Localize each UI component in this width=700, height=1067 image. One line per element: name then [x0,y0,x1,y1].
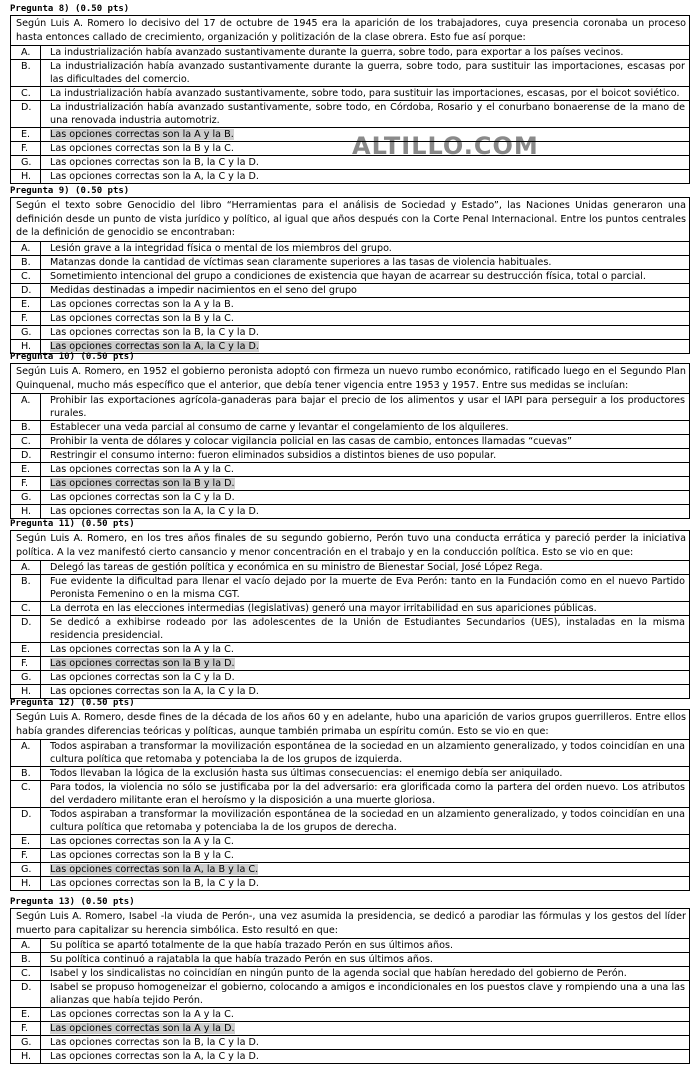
option-row[interactable] [11,616,689,643]
option-letter: F. [11,312,41,325]
option-text: Las opciones correctas son la A, la C y la D. [50,686,259,697]
option-text: Delegó las tareas de gestión política y económica en su ministro de Bienestar Social, José López Rega. [50,562,543,573]
option-row[interactable] [11,643,689,657]
option-row[interactable] [11,421,689,435]
option-letter: H. [11,685,41,698]
question-box [10,709,690,891]
option-row[interactable] [11,156,689,170]
question-title: Pregunta 11) (0.50 pts) [10,519,135,529]
option-letter: B. [11,767,41,780]
question-stem: Según Luis A. Romero, en los tres años finales de su segundo gobierno, Perón tuvo una conducta errática y pareció perder la iniciativa política. A la vez manifestó cierto cansancio y menor concentración en el trabajo y en la conducción política. Esto se vio en que: [11,531,689,561]
option-text: Isabel y los sindicalistas no coincidían en ningún punto de la agenda social que habían heredado del gobierno de Perón. [50,968,627,979]
option-text: Establecer una veda parcial al consumo de carne y levantar el congelamiento de los alquileres. [50,422,509,433]
option-letter: F. [11,849,41,862]
option-text: Las opciones correctas son la B y la C. [50,143,234,154]
option-letter: H. [11,170,41,183]
option-text: La derrota en las elecciones intermedias (legislativas) generó una mayor irritabilidad en sus apariciones públicas. [50,603,597,614]
option-letter: G. [11,1036,41,1049]
option-letter: D. [11,981,41,1007]
option-row[interactable] [11,685,689,698]
option-letter: G. [11,491,41,504]
option-letter: C. [11,602,41,615]
option-text: Su política continuó a rajatabla la que había trazado Perón en sus últimos años. [50,954,433,965]
option-letter: C. [11,781,41,807]
option-row[interactable] [11,312,689,326]
option-letter: E. [11,1008,41,1021]
option-letter: F. [11,142,41,155]
option-text: La industrialización había avanzado sustantivamente, sobre todo, para sustituir las importaciones, escasas, por el boicot soviético. [50,88,680,99]
option-letter: G. [11,326,41,339]
option-letter: D. [11,616,41,642]
question-box [10,530,690,699]
question-box [10,197,690,354]
option-text: Las opciones correctas son la B, la C y la D. [50,1037,259,1048]
option-row[interactable] [11,767,689,781]
option-row-selected[interactable] [11,128,689,142]
option-text: La industrialización había avanzado sustantivamente, sobre todo, en Córdoba, Rosario y el conurbano bonaerense de la mano de una renovada industria automotriz. [50,102,685,126]
option-row[interactable] [11,575,689,602]
option-row-selected[interactable] [11,477,689,491]
option-row[interactable] [11,142,689,156]
option-letter: B. [11,256,41,269]
option-letter: F. [11,477,41,490]
option-text: Las opciones correctas son la A, la C y la D. [50,1051,259,1062]
option-row-selected[interactable] [11,1022,689,1036]
option-row[interactable] [11,256,689,270]
option-text: Las opciones correctas son la B y la C. [50,312,234,324]
option-text: Las opciones correctas son la A y la D. [50,1023,235,1034]
option-text: Las opciones correctas son la C y la D. [50,492,235,503]
option-text: Matanzas donde la cantidad de víctimas sean claramente superiores a las tasas de violencia habituales. [50,256,552,268]
option-letter: B. [11,575,41,601]
option-row[interactable] [11,491,689,505]
option-letter: H. [11,340,41,353]
option-letter: E. [11,128,41,141]
option-text: Fue evidente la dificultad para llenar el vacío dejado por la muerte de Eva Perón: tanto en la Fundación como en el nuevo Partido Peronista Femenino o en la misma CGT. [50,576,685,600]
option-row[interactable] [11,284,689,298]
option-text: Las opciones correctas son la A, la C y la D. [50,171,259,182]
option-letter: H. [11,877,41,890]
option-letter: A. [11,561,41,574]
option-text: Las opciones correctas son la B y la D. [50,478,235,489]
option-row[interactable] [11,60,689,87]
option-row[interactable] [11,87,689,101]
option-row[interactable] [11,394,689,421]
option-letter: E. [11,835,41,848]
question-box [10,363,690,519]
option-row[interactable] [11,849,689,863]
option-row[interactable] [11,953,689,967]
option-letter: G. [11,671,41,684]
option-text: Las opciones correctas son la A, la B y la C. [50,864,259,875]
option-text: Las opciones correctas son la A, la C y la D. [50,340,259,352]
option-text: Isabel se propuso homogeneizar el gobierno, colocando a amigos e incondicionales en los puestos clave y rompiendo una a una las alianzas que había tejido Perón. [50,982,685,1006]
option-row[interactable] [11,1036,689,1050]
option-letter: B. [11,953,41,966]
option-row[interactable] [11,981,689,1008]
option-letter: A. [11,394,41,420]
option-letter: C. [11,435,41,448]
option-row[interactable] [11,602,689,616]
question-stem: Según Luis A. Romero, desde fines de la década de los años 60 y en adelante, hubo una aparición de varios grupos guerrilleros. Entre ellos había grandes diferencias teóricas y políticas, aunque también primaba un espíritu común. Esto se vio en que: [11,710,689,740]
option-letter: E. [11,643,41,656]
option-row[interactable] [11,505,689,518]
option-letter: H. [11,1050,41,1063]
option-row[interactable] [11,671,689,685]
question-box [10,908,690,1064]
option-row[interactable] [11,1008,689,1022]
option-row[interactable] [11,326,689,340]
option-row[interactable] [11,561,689,575]
question-stem: Según Luis A. Romero, Isabel -la viuda de Perón-, una vez asumida la presidencia, se dedicó a parodiar las fórmulas y los gestos del líder muerto para capitalizar su herencia simbólica. Esto resultó en que: [11,909,689,939]
option-text: Las opciones correctas son la B, la C y la D. [50,326,259,338]
option-letter: A. [11,46,41,59]
question-stem: Según el texto sobre Genocidio del libro “Herramientas para el análisis de Sociedad y Estado”, las Naciones Unidas generaron una definición desde un punto de vista jurídico y político, al igual que años después con la Corte Penal Internacional. Entre los puntos centrales de la definición de genocidio se encontraban: [11,198,689,242]
option-text: Las opciones correctas son la A y la C. [50,1009,234,1020]
option-letter: A. [11,939,41,952]
option-letter: E. [11,463,41,476]
option-row[interactable] [11,298,689,312]
option-row[interactable] [11,740,689,767]
option-letter: D. [11,284,41,297]
option-row[interactable] [11,270,689,284]
option-letter: H. [11,505,41,518]
option-text: Sometimiento intencional del grupo a condiciones de existencia que hayan de acarrear su destrucción física, total o parcial. [50,270,646,282]
option-text: Lesión grave a la integridad física o mental de los miembros del grupo. [50,242,392,254]
question-title: Pregunta 13) (0.50 pts) [10,897,135,907]
option-row-selected[interactable] [11,657,689,671]
option-text: Todos aspiraban a transformar la movilización espontánea de la sociedad en un alzamiento generalizado, y todos coincidían en una cultura política que retomaba y potenciaba la de los grupos de derecha. [50,809,685,833]
option-row[interactable] [11,835,689,849]
option-text: Las opciones correctas son la A y la C. [50,836,234,847]
option-letter: F. [11,1022,41,1035]
question-title: Pregunta 9) (0.50 pts) [10,186,130,196]
option-text: Las opciones correctas son la A y la B. [50,298,234,310]
option-text: Las opciones correctas son la A y la B. [50,129,234,140]
option-text: Todos aspiraban a transformar la movilización espontánea de la sociedad en un alzamiento generalizado, y todos coincidían en una cultura política que retomaba y potenciaba la de los grupos de izquierda. [50,741,685,765]
option-text: La industrialización había avanzado sustantivamente durante la guerra, sobre todo, para exportar a los países vecinos. [50,47,624,58]
option-row-selected[interactable] [11,863,689,877]
option-letter: B. [11,60,41,86]
option-row[interactable] [11,463,689,477]
option-row[interactable] [11,435,689,449]
option-row[interactable] [11,877,689,890]
question-title: Pregunta 12) (0.50 pts) [10,698,135,708]
question-stem: Según Luis A. Romero lo decisivo del 17 de octubre de 1945 era la aparición de los trabajadores, cuya presencia coronaba un proceso hasta entonces callado de crecimiento, organización y politización de la clase obrera. Esto fue así porque: [11,16,689,46]
option-text: Su política se apartó totalmente de la que había trazado Perón en sus últimos años. [50,940,454,951]
option-row[interactable] [11,1050,689,1063]
option-text: Las opciones correctas son la B y la D. [50,658,235,669]
question-title: Pregunta 10) (0.50 pts) [10,352,135,362]
option-text: Las opciones correctas son la B, la C y la D. [50,157,259,168]
option-letter: C. [11,87,41,100]
option-letter: B. [11,421,41,434]
option-text: Las opciones correctas son la B, la C y la D. [50,878,259,889]
question-stem: Según Luis A. Romero, en 1952 el gobierno peronista adoptó con firmeza un nuevo rumbo económico, ratificado luego en el Segundo Plan Quinquenal, mucho más específico que el anterior, que debía tener vigencia entre 1953 y 1957. Entre sus medidas se incluían: [11,364,689,394]
option-text: Las opciones correctas son la A y la C. [50,464,234,475]
option-text: Prohibir las exportaciones agrícola-ganaderas para bajar el precio de los alimentos y usar el IAPI para perseguir a los productores rurales. [50,395,685,419]
question-title: Pregunta 8) (0.50 pts) [10,4,130,14]
option-row[interactable] [11,808,689,835]
option-row[interactable] [11,46,689,60]
option-letter: C. [11,270,41,283]
option-text: Se dedicó a exhibirse rodeado por las adolescentes de la Unión de Estudiantes Secundarios (UES), instaladas en la misma residencia presidencial. [50,617,685,641]
option-row-selected[interactable] [11,340,689,353]
option-row[interactable] [11,101,689,128]
option-letter: G. [11,156,41,169]
option-text: Las opciones correctas son la A, la C y la D. [50,506,259,517]
option-text: Las opciones correctas son la B y la C. [50,850,234,861]
option-row[interactable] [11,781,689,808]
option-letter: G. [11,863,41,876]
option-text: La industrialización había avanzado sustantivamente durante la guerra, sobre todo, para sustituir las importaciones, escasas por las dificultades del comercio. [50,61,685,85]
option-text: Restringir el consumo interno: fueron eliminados subsidios a distintos bienes de uso popular. [50,450,497,461]
option-text: Medidas destinadas a impedir nacimientos en el seno del grupo [50,284,357,296]
option-letter: A. [11,740,41,766]
option-text: Las opciones correctas son la C y la D. [50,672,235,683]
option-text: Las opciones correctas son la A y la C. [50,644,234,655]
option-row[interactable] [11,242,689,256]
option-letter: D. [11,101,41,127]
option-letter: A. [11,242,41,255]
watermark-logo: ALTILLO.COM [352,132,539,160]
option-text: Prohibir la venta de dólares y colocar vigilancia policial en las casas de cambio, entonces llamadas “cuevas” [50,436,572,447]
option-row[interactable] [11,939,689,953]
option-row[interactable] [11,170,689,183]
option-text: Todos llevaban la lógica de la exclusión hasta sus últimas consecuencias: el enemigo debía ser aniquilado. [50,768,563,779]
option-row[interactable] [11,967,689,981]
option-letter: D. [11,449,41,462]
option-text: Para todos, la violencia no sólo se justificaba por la del adversario: era glorificada como la partera del orden nuevo. Los atributos del verdadero militante eran el heroísmo y la disposición a una muerte gloriosa. [50,782,685,806]
option-letter: C. [11,967,41,980]
option-letter: F. [11,657,41,670]
option-letter: E. [11,298,41,311]
question-box [10,15,690,184]
option-letter: D. [11,808,41,834]
option-row[interactable] [11,449,689,463]
